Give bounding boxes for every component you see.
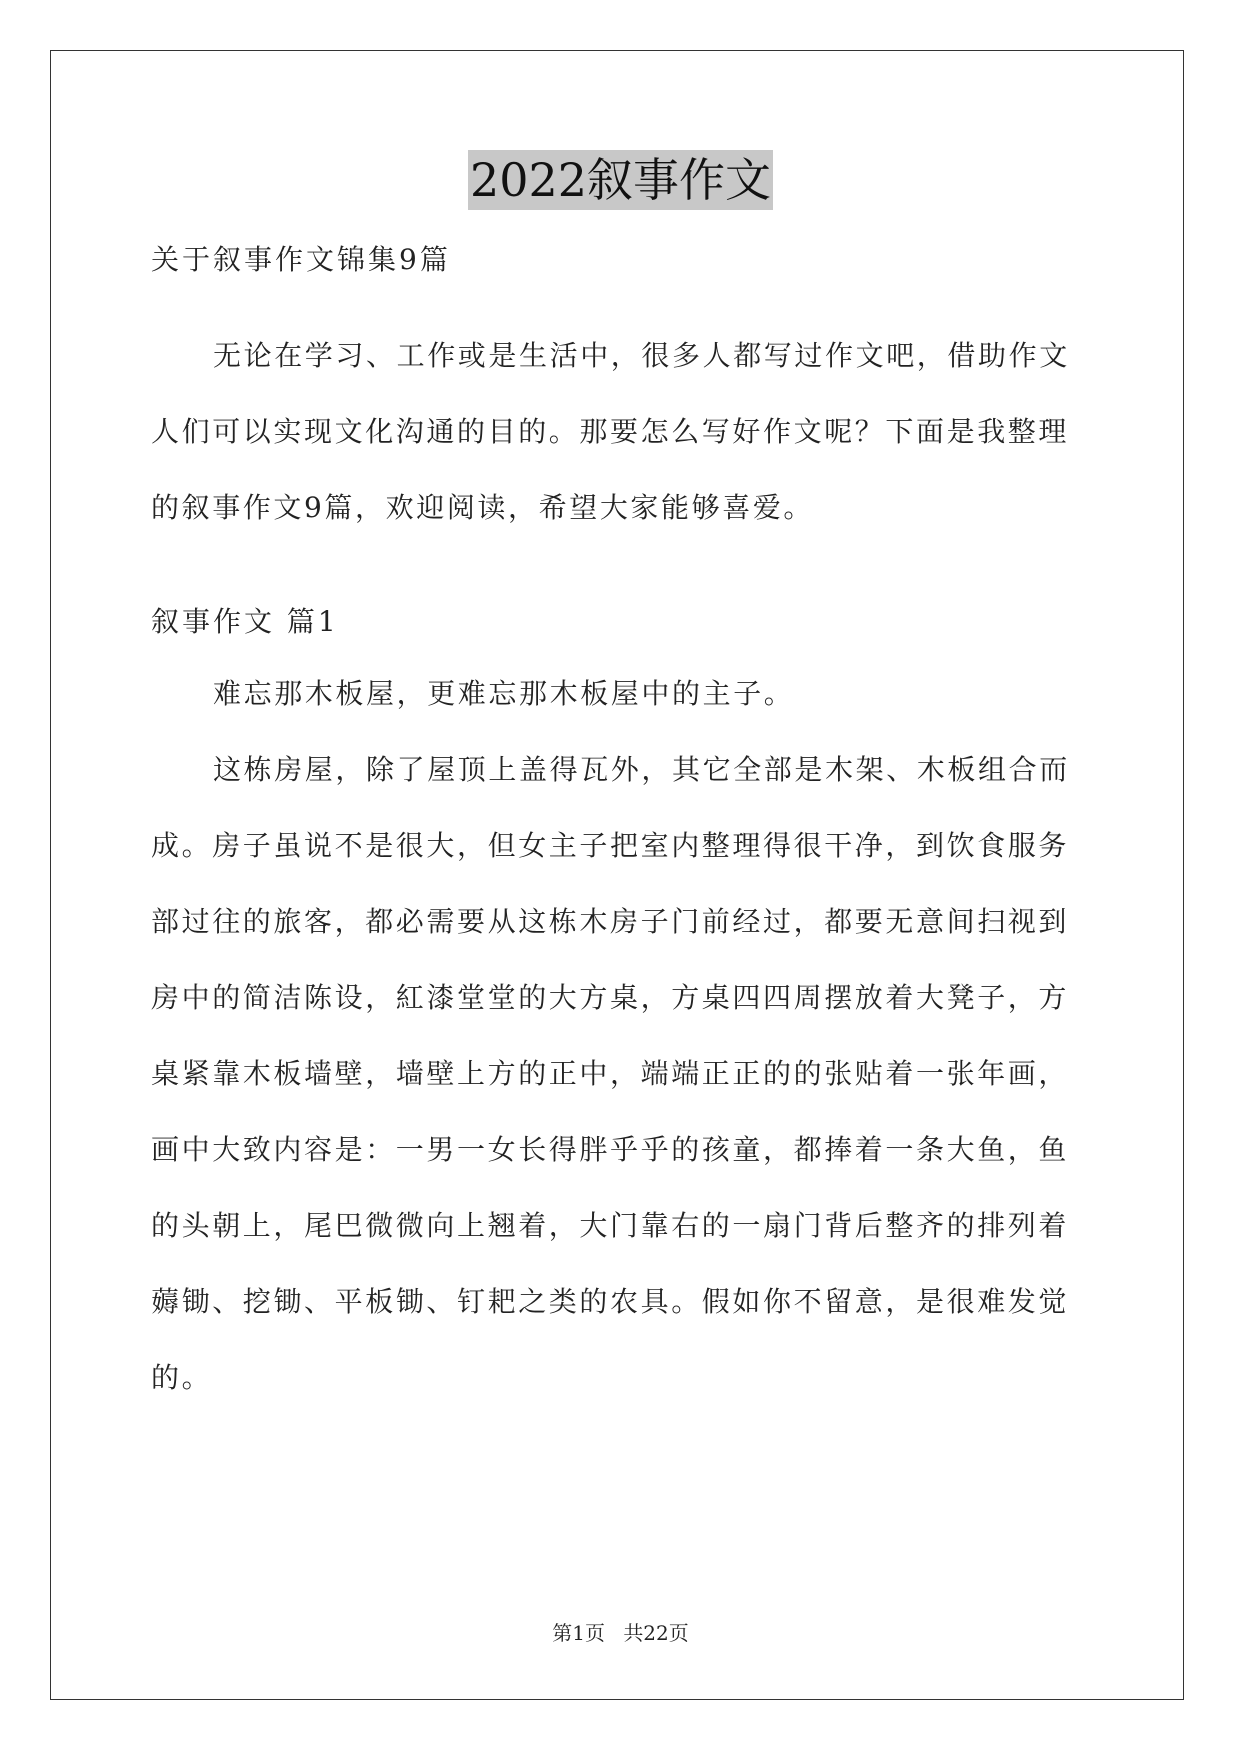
total-pages: 共22页 [623, 1621, 689, 1645]
paragraph-1: 难忘那木板屋，更难忘那木板屋中的主子。 [213, 677, 795, 710]
page-number: 第1页 [552, 1621, 605, 1645]
intro-paragraph: 无论在学习、工作或是生活中，很多人都写过作文吧，借助作文人们可以实现文化沟通的目的。那要怎么写好作文呢？下面是我整理的叙事作文9篇，欢迎阅读，希望大家能够喜爱。 [151, 339, 1070, 524]
section-heading: 叙事作文 篇1 [151, 605, 339, 638]
page-footer [0, 1617, 1241, 1646]
paragraph-2: 这栋房屋，除了屋顶上盖得瓦外，其它全部是木架、木板组合而成。房子虽说不是很大，但女主子把室内整理得很干净，到饮食服务部过往的旅客，都必需要从这栋木房子门前经过，都要无意间扫视到房中的简洁陈设，紅漆堂堂的大方桌，方桌四四周摆放着大凳子，方桌紧靠木板墙壁，墙壁上方的正中，端端正正的的张贴着一张年画，画中大致内容是：一男一女长得胖乎乎的孩童，都捧着一条大鱼，鱼的头朝上，尾巴微微向上翘着，大门靠右的一扇门背后整齐的排列着薅锄、挖锄、平板锄、钉耙之类的农具。假如你不留意，是很难发觉的。 [151, 753, 1070, 1394]
title-container [0, 150, 1241, 210]
document-title: 2022叙事作文 [468, 150, 773, 210]
document-subtitle: 关于叙事作文锦集9篇 [151, 243, 451, 276]
